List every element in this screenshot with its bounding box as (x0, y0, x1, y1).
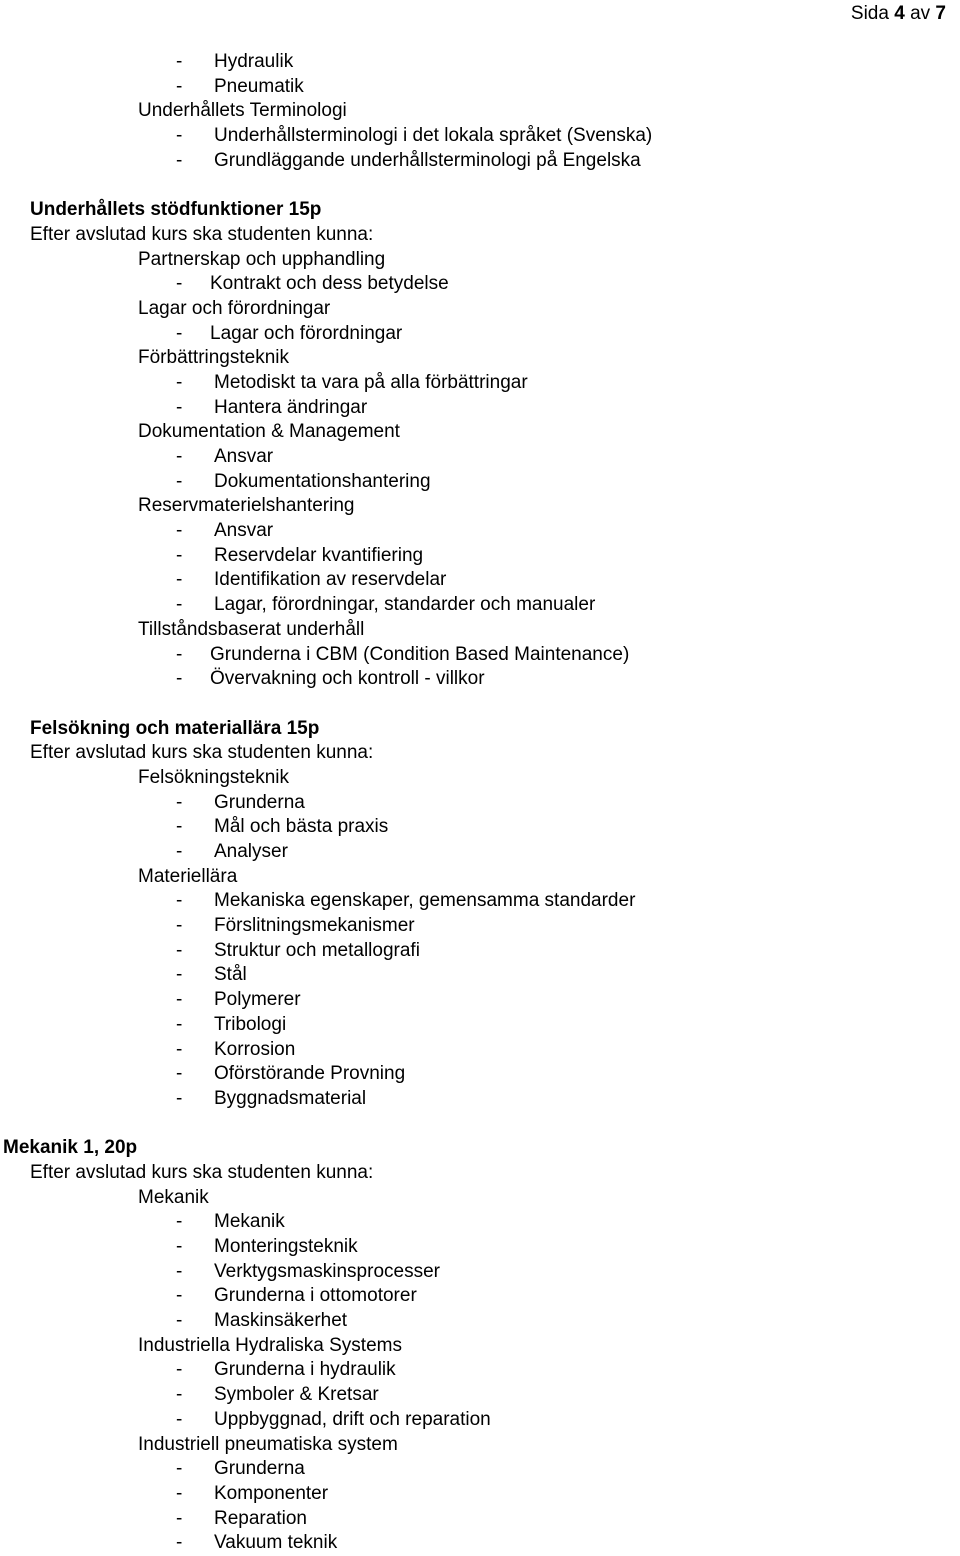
dash-bullet: - (176, 1260, 183, 1282)
list-item (0, 519, 960, 544)
dash-bullet: - (176, 125, 183, 147)
list-item (0, 1309, 960, 1334)
list-item (0, 939, 960, 964)
dash-bullet: - (176, 1087, 183, 1109)
dash-bullet: - (176, 989, 183, 1011)
list-item (0, 445, 960, 470)
dash-bullet: - (176, 544, 183, 566)
list-item (0, 75, 960, 100)
list-item-text: Identifikation av reservdelar (214, 569, 447, 591)
list-item-text: Verktygsmaskinsprocesser (214, 1260, 440, 1282)
list-item-text: Grunderna i CBM (Condition Based Maintenance) (210, 643, 630, 665)
list-item-text: Hydraulik (214, 51, 294, 72)
list-item (0, 1507, 960, 1532)
list-item (0, 643, 960, 668)
topic-title: Industriella Hydraliska Systems (138, 1334, 402, 1356)
course-heading: Underhållets stödfunktioner 15p (30, 199, 322, 221)
list-item (0, 1482, 960, 1507)
dash-bullet: - (176, 1063, 183, 1085)
dash-bullet: - (176, 915, 183, 937)
page-number-current: 4 (894, 3, 905, 24)
list-item (0, 1038, 960, 1063)
list-item-text: Komponenter (214, 1482, 329, 1504)
topic-title: Underhållets Terminologi (138, 100, 347, 122)
dash-bullet: - (176, 1532, 183, 1554)
topic-title: Förbättringsteknik (138, 347, 290, 369)
dash-bullet: - (176, 1310, 183, 1332)
list-item-text: Symboler & Kretsar (214, 1384, 379, 1406)
dash-bullet: - (176, 470, 183, 492)
list-item-text: Oförstörande Provning (214, 1063, 406, 1085)
topic-title: Materiellära (138, 865, 238, 887)
list-item-text: Polymerer (214, 989, 301, 1011)
list-item-text: Lagar och förordningar (210, 322, 403, 344)
dash-bullet: - (176, 816, 183, 838)
list-item (0, 149, 960, 174)
list-item (0, 963, 960, 988)
topic-title: Partnerskap och upphandling (138, 248, 386, 270)
list-item (0, 371, 960, 396)
dash-bullet: - (176, 594, 183, 616)
dash-bullet: - (176, 1482, 183, 1504)
dash-bullet: - (176, 643, 183, 665)
list-item-text: Grunderna (214, 1458, 305, 1480)
learning-outcomes-intro: Efter avslutad kurs ska studenten kunna: (30, 1161, 374, 1183)
course-heading: Felsökning och materiallära 15p (30, 717, 320, 739)
dash-bullet: - (176, 446, 183, 467)
list-item-text: Stål (214, 964, 247, 986)
list-item-text: Korrosion (214, 1038, 296, 1060)
dash-bullet: - (176, 964, 183, 986)
page-number-separator: av (910, 3, 931, 24)
dash-bullet: - (176, 51, 183, 72)
list-item-text: Analyser (214, 841, 288, 862)
list-item (0, 1210, 960, 1235)
dash-bullet: - (176, 1408, 183, 1430)
list-item-text: Lagar, förordningar, standarder och manualer (214, 594, 596, 616)
list-item (0, 124, 960, 149)
topic-title: Dokumentation & Management (138, 421, 400, 443)
list-item (0, 593, 960, 618)
list-item (0, 470, 960, 495)
list-item-text: Struktur och metallografi (214, 939, 420, 961)
list-item (0, 1260, 960, 1285)
list-item (0, 791, 960, 816)
list-item-text: Grunderna (214, 791, 305, 813)
list-item-text: Pneumatik (214, 75, 304, 97)
topic-title: Tillståndsbaserat underhåll (138, 618, 365, 640)
dash-bullet: - (176, 841, 183, 862)
dash-bullet: - (176, 396, 183, 418)
list-item (0, 1013, 960, 1038)
list-item-text: Monteringsteknik (214, 1236, 358, 1257)
blank-line (0, 1112, 960, 1137)
dash-bullet: - (176, 1285, 183, 1307)
topic-title: Felsökningsteknik (138, 766, 290, 788)
list-item (0, 1531, 960, 1556)
page-number-total: 7 (935, 3, 946, 24)
dash-bullet: - (176, 1458, 183, 1480)
list-item (0, 50, 960, 75)
list-item (0, 667, 960, 692)
list-item-text: Maskinsäkerhet (214, 1310, 348, 1332)
course-heading: Mekanik 1, 20p (3, 1137, 138, 1159)
list-item-text: Grunderna i ottomotorer (214, 1285, 417, 1307)
list-item-text: Mekanik (214, 1211, 285, 1233)
topic-title: Industriell pneumatiska system (138, 1433, 398, 1455)
list-item (0, 1358, 960, 1383)
dash-bullet: - (176, 1507, 183, 1529)
topic-title: Lagar och förordningar (138, 297, 331, 319)
dash-bullet: - (176, 322, 183, 344)
dash-bullet: - (176, 520, 183, 542)
list-item-text: Mekaniska egenskaper, gemensamma standarder (214, 890, 636, 912)
dash-bullet: - (176, 149, 183, 171)
list-item-text: Byggnadsmaterial (214, 1087, 367, 1109)
dash-bullet: - (176, 371, 183, 393)
list-item (0, 1457, 960, 1482)
list-item (0, 1087, 960, 1112)
list-item (0, 840, 960, 865)
dash-bullet: - (176, 791, 183, 813)
list-item-text: Dokumentationshantering (214, 470, 431, 492)
list-item (0, 322, 960, 347)
list-item-text: Tribologi (214, 1013, 287, 1035)
dash-bullet: - (176, 1384, 183, 1406)
dash-bullet: - (176, 75, 183, 97)
blank-line (0, 692, 960, 717)
list-item-text: Mål och bästa praxis (214, 816, 389, 838)
dash-bullet: - (176, 273, 183, 295)
list-item-text: Ansvar (214, 446, 274, 467)
list-item-text: Grunderna i hydraulik (214, 1359, 396, 1381)
list-item (0, 889, 960, 914)
dash-bullet: - (176, 1038, 183, 1060)
list-item (0, 272, 960, 297)
blank-line (0, 173, 960, 198)
list-item-text: Underhållsterminologi i det lokala språket (Svenska) (214, 125, 653, 147)
dash-bullet: - (176, 1236, 183, 1257)
dash-bullet: - (176, 569, 183, 591)
list-item (0, 544, 960, 569)
list-item-text: Förslitningsmekanismer (214, 915, 415, 937)
list-item-text: Grundläggande underhållsterminologi på Engelska (214, 149, 641, 171)
topic-title: Reservmaterielshantering (138, 495, 355, 517)
list-item (0, 1284, 960, 1309)
learning-outcomes-intro: Efter avslutad kurs ska studenten kunna: (30, 742, 374, 764)
page-number (851, 2, 946, 26)
document-body (0, 50, 960, 1556)
dash-bullet: - (176, 1211, 183, 1233)
list-item (0, 914, 960, 939)
list-item (0, 815, 960, 840)
list-item (0, 988, 960, 1013)
list-item (0, 568, 960, 593)
topic-title: Mekanik (138, 1186, 209, 1208)
list-item-text: Hantera ändringar (214, 396, 368, 418)
list-item-text: Kontrakt och dess betydelse (210, 273, 449, 295)
page-number-prefix: Sida (850, 3, 889, 24)
list-item-text: Reservdelar kvantifiering (214, 544, 424, 566)
dash-bullet: - (176, 939, 183, 961)
list-item-text: Vakuum teknik (214, 1532, 338, 1554)
dash-bullet: - (176, 668, 183, 690)
list-item-text: Ansvar (214, 520, 274, 542)
list-item (0, 1383, 960, 1408)
learning-outcomes-intro: Efter avslutad kurs ska studenten kunna: (30, 223, 374, 245)
list-item (0, 1062, 960, 1087)
list-item (0, 1408, 960, 1433)
dash-bullet: - (176, 890, 183, 912)
list-item-text: Övervakning och kontroll - villkor (210, 668, 485, 690)
list-item-text: Reparation (214, 1507, 307, 1529)
dash-bullet: - (176, 1359, 183, 1381)
list-item (0, 1235, 960, 1260)
dash-bullet: - (176, 1013, 183, 1035)
list-item (0, 396, 960, 421)
list-item-text: Metodiskt ta vara på alla förbättringar (214, 371, 528, 393)
list-item-text: Uppbyggnad, drift och reparation (214, 1408, 491, 1430)
